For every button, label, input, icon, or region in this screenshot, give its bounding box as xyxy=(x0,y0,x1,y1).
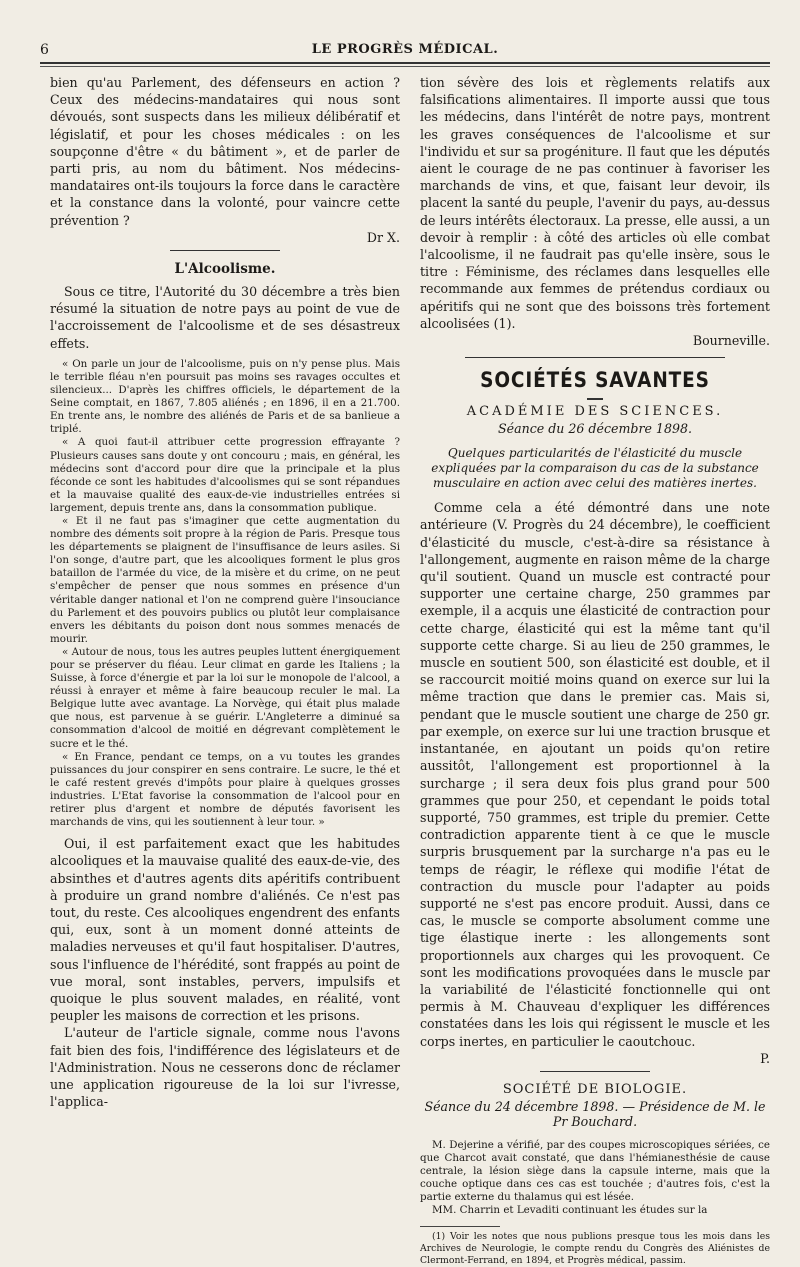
signature: Bourneville. xyxy=(692,333,770,349)
journal-title: LE PROGRÈS MÉDICAL. xyxy=(311,42,499,57)
signature: Dr X. xyxy=(366,229,400,245)
quote-paragraph: « A quoi faut-il attribuer cette progression effrayante ? Plusieurs causes sans doute y ont concouru ; mais, en général, les médecins sont d'accord pour dire que la principale et la plus féconde ce sont les habitudes d'alcoolismes qui se sont répandues et la mauvaise qualité des eaux-de-vie industrielles entrées si largement, depuis trente ans, dans la consommation publique. xyxy=(50,436,400,514)
session-date: Séance du 24 décembre 1898. — Présidence de M. le Pr Bouchard. xyxy=(424,1098,766,1129)
paragraph: MM. Charrin et Levaditi continuant les études sur la xyxy=(432,1204,708,1217)
paragraph: Comme cela a été démontré dans une note antérieure (V. Progrès du 24 décembre), le coefficient d'élasticité du muscle, c'est-à-dire sa résistance à l'allongement, augmente en raison même de la charge qu'il soutient. Quand un muscle est contracté pour supporter une certaine charge, 250 grammes par exemple, il a acquis une élasticité de contraction pour cette charge, élasticité qui est la même tant qu'il supporte cette charge. Si au lieu de 250 grammes, le muscle en soutient 500, son élasticité est double, et il se raccourcit moitié moins quand on exerce sur lui la même traction que dans le premier cas. Mais si, pendant que le muscle soutient une charge de 250 gr. par exemple, on exerce sur lui une traction brusque et instantanée, en ajoutant un poids qu'on retire aussitôt, l'allongement est proportionnel à la surcharge ; il sera deux fois plus grand pour 500 grammes que pour 250, et cependant le poids total supporté, 750 grammes, est triple du premier. Cette contradiction apparente tient à ce que le muscle surpris brusquement par la surcharge n'a pas eu le temps de réagir, le réflexe qui modifie l'état de contraction du muscle pour l'adapter au poids supporté ne s'est pas encore produit. Aussi, dans ce cas, le muscle se comporte absolument comme une tige élastique inerte : les allongements sont proportionnels aux charges qui les provoquent. Ce sont les modifications provoquées dans le muscle par la variabilité de l'élasticité fonctionnelle qui ont permis à M. Chauveau d'expliquer les différences constatées dans les lois qui régissent le muscle et les corps inertes, en particulier le caoutchouc. xyxy=(420,500,770,1049)
subsection-heading: SOCIÉTÉ DE BIOLOGIE. xyxy=(502,1081,688,1097)
paragraph: M. Dejerine a vérifié, par des coupes microscopiques sériées, ce que Charcot avait constaté, que dans l'hémianesthésie de cause centrale, la lésion siège dans la capsule interne, mais que la couche optique dans ces cas est touchée ; d'autres fois, c'est la partie externe du thalamus qui est lésée. xyxy=(420,1138,770,1204)
paragraph: Oui, il est parfaitement exact que les habitudes alcooliques et la mauvaise qualité des eaux-de-vie, des absinthes et d'autres agents dits apéritifs contribuent à produire un grand nombre d'aliénés. Ce n'est pas tout, du reste. Ces alcooliques engendrent des enfants qui, eux, sont à un moment donné atteints de maladies nerveuses et qu'il faut hospitaliser. D'autres, sous l'influence de l'hérédité, sont frappés au point de vue moral, sont instables, pervers, impulsifs et quoique le plus souvent malades, en réalité, vont peupler les maisons de correction et les prisons. xyxy=(50,836,400,1024)
quote-paragraph: « En France, pendant ce temps, on a vu toutes les grandes puissances du jour conspirer en sens contraire. Le sucre, le thé et le café restent grevés d'impôts pour plaire à quelques grosses industries. L'Etat favorise la consommation de l'alcool pour en retirer plus d'argent et nombre de députés favorisent les marchands de vins, qui les soutiennent à leur tour. » xyxy=(50,750,400,829)
quote-paragraph: « Et il ne faut pas s'imaginer que cette augmentation du nombre des déments soit propre à la région de Paris. Presque tous les départements se plaignent de l'insuffisance de leurs asiles. Si l'on songe, d'autre part, que les alcooliques forment le plus gros bataillon de l'armée du vice, de la misère et du crime, on ne peut s'empêcher de penser que nous sommes en présence d'un véritable danger national et l'on ne comprend guère l'insouciance du Parlement et des pouvoirs publics ou plutôt leur complaisance envers les débitants du poison dont nous sommes menacés de mourir. xyxy=(50,514,400,645)
heading-dash xyxy=(587,398,603,400)
ornament-divider xyxy=(465,357,725,358)
subsection-heading: ACADÉMIE DES SCIENCES. xyxy=(466,404,724,420)
header-rule-thin xyxy=(40,66,770,67)
paragraph: tion sévère des lois et règlements relatifs aux falsifications alimentaires. Il importe aussi que tous les médecins, dans l'intérêt de notre pays, montrent les graves conséquences de l'alcoolisme et sur l'individu et sur sa progéniture. Il faut que les députés aient le courage de ne pas continuer à favoriser les marchands de vins, et que, faisant leur devoir, ils placent la santé du peuple, l'avenir du pays, au-dessus de leurs intérêts électoraux. La presse, elle aussi, a un devoir à remplir : à côté des articles où elle combat l'alcoolisme, il ne faudrait pas qu'elle insère, sous le titre : Féminisme, des réclames dans lesquelles elle recommande aux femmes de prétendus cordiaux ou apéritifs qui ne sont que des boissons très fortement alcoolisées (1). xyxy=(420,75,770,331)
right-column xyxy=(420,74,770,1266)
paragraph: Sous ce titre, l'Autorité du 30 décembre a très bien résumé la situation de notre pays au point de vue de l'accroissement de l'alcoolisme et de ses désastreux effets. xyxy=(50,284,400,351)
section-divider xyxy=(540,1071,650,1072)
quote-paragraph: « Autour de nous, tous les autres peuples luttent énergiquement pour se préserver du fléau. Leur climat en garde les Italiens ; la Suisse, à force d'énergie et par la loi sur le monopole de l'alcool, a réussi à enrayer et même à faire beaucoup reculer le mal. La Belgique lutte avec avantage. La Norvège, qui était plus malade que nous, est parvenue à se guérir. L'Angleterre a diminué sa consommation d'alcool de moitié en dégrevant complètement le sucre et le thé. xyxy=(50,645,400,750)
page-number: 6 xyxy=(40,42,49,58)
section-title: L'Alcoolisme. xyxy=(174,261,276,278)
signature: P. xyxy=(760,1050,770,1066)
paragraph: bien qu'au Parlement, des défenseurs en action ? Ceux des médecins-mandataires qui nous sont dévoués, sont suspects dans les milieux délibératif et législatif, et pour les choses médicales : on les soupçonne d'être « du bâtiment », et de parler de parti pris, au nom du bâtiment. Nos médecins-mandataires ont-ils toujours la force dans le caractère et la constance dans la volonté, pour vaincre cette prévention ? xyxy=(50,75,400,228)
header-rule xyxy=(40,62,770,64)
left-column xyxy=(50,74,400,1110)
session-date: Séance du 26 décembre 1898. xyxy=(498,421,692,437)
section-divider xyxy=(170,250,280,251)
footnote: (1) Voir les notes que nous publions presque tous les mois dans les Archives de Neurologie, le compte rendu du Congrès des Aliénistes de Clermont-Ferrand, en 1894, et Progrès médical, passim. xyxy=(420,1230,770,1266)
quote-paragraph: « On parle un jour de l'alcoolisme, puis on n'y pense plus. Mais le terrible fléau n'en poursuit pas moins ses ravages occultes et silencieux... D'après les chiffres officiels, le département de la Seine comptait, en 1867, 7.805 aliénés ; en 1896, il en a 21.700. En trente ans, le nombre des aliénés de Paris et de sa banlieue a triplé. xyxy=(50,357,400,436)
paragraph: L'auteur de l'article signale, comme nous l'avons fait bien des fois, l'indifférence des législateurs et de l'Administration. Nous ne cesserons donc de réclamer une application rigoureuse de la loi sur l'ivresse, l'applica- xyxy=(50,1025,400,1110)
article-title: Quelques particularités de l'élasticité du muscle expliquées par la comparaison du cas de la substance musculaire en action avec celui des matières inertes. xyxy=(431,446,759,491)
section-heading: SOCIÉTÉS SAVANTES xyxy=(480,368,710,393)
running-header xyxy=(40,42,770,62)
footnote-rule xyxy=(420,1226,500,1227)
